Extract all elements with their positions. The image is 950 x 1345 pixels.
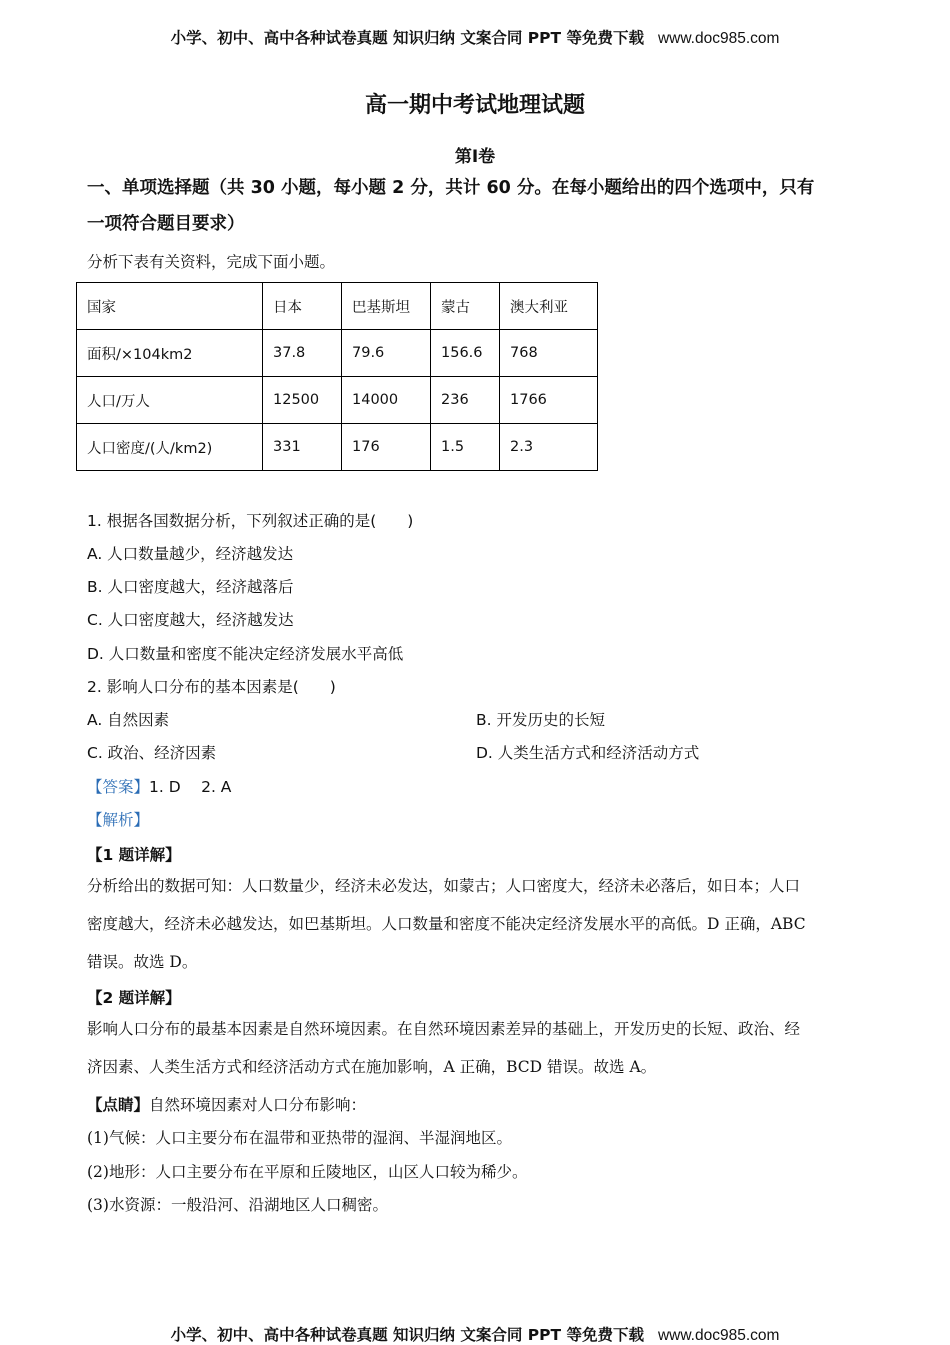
question-2-option-d: D. 人类生活方式和经济活动方式 <box>476 744 700 762</box>
detail-1-line: 密度越大，经济未必越发达，如巴基斯坦。人口数量和密度不能决定经济发展水平的高低。D 正确，ABC <box>87 915 806 933</box>
table-cell: 79.6 <box>342 330 431 377</box>
question-1-option-c: C. 人口密度越大，经济越发达 <box>87 611 294 629</box>
table-header-cell: 蒙古 <box>431 283 500 330</box>
table-header-cell: 国家 <box>77 283 263 330</box>
detail-2-line: 影响人口分布的最基本因素是自然环境因素。在自然环境因素差异的基础上，开发历史的长短、政治、经 <box>87 1020 801 1038</box>
table-header-row <box>77 283 598 330</box>
detail-1-label: 【1 题详解】 <box>87 846 181 864</box>
page-title: 高一期中考试地理试题 <box>364 93 585 118</box>
question-1-option-a: A. 人口数量越少，经济越发达 <box>87 545 294 563</box>
detail-1-paragraph <box>87 867 863 981</box>
tip-label: 【点睛】 <box>87 1096 150 1114</box>
table-row <box>77 330 598 377</box>
table-cell: 331 <box>263 424 342 471</box>
table-header-cell: 日本 <box>263 283 342 330</box>
question-2-option-a: A. 自然因素 <box>87 711 170 729</box>
header-banner-text: 小学、初中、高中各种试卷真题 知识归纳 文案合同 PPT 等免费下载 <box>170 29 644 47</box>
tip-item: (2)地形：人口主要分布在平原和丘陵地区，山区人口较为稀少。 <box>87 1163 528 1181</box>
table-cell: 236 <box>431 377 500 424</box>
table-cell: 12500 <box>263 377 342 424</box>
tip-item: (3)水资源：一般沿河、沿湖地区人口稠密。 <box>87 1196 388 1214</box>
table-cell: 37.8 <box>263 330 342 377</box>
table-cell: 176 <box>342 424 431 471</box>
table-header-cell: 澳大利亚 <box>500 283 598 330</box>
country-data-table <box>76 282 598 471</box>
table-cell: 面积/×104km2 <box>77 330 263 377</box>
volume-label: 第Ⅰ卷 <box>454 147 496 167</box>
question-1-stem: 1. 根据各国数据分析，下列叙述正确的是( ) <box>87 512 414 530</box>
question-1-option-b: B. 人口密度越大，经济越落后 <box>87 578 294 596</box>
question-2-stem: 2. 影响人口分布的基本因素是( ) <box>87 678 336 696</box>
footer-banner <box>0 1323 950 1345</box>
intro-text: 分析下表有关资料，完成下面小题。 <box>87 253 336 271</box>
table-row <box>77 377 598 424</box>
detail-1-line: 分析给出的数据可知：人口数量少，经济未必发达，如蒙古；人口密度大，经济未必落后，如日本；人口 <box>87 877 801 895</box>
detail-2-paragraph <box>87 1010 863 1086</box>
table-row <box>77 424 598 471</box>
table-cell: 1766 <box>500 377 598 424</box>
answer-line <box>87 775 231 797</box>
detail-2-line: 济因素、人类生活方式和经济活动方式在施加影响，A 正确，BCD 错误。故选 A。 <box>87 1058 657 1076</box>
section-heading-line1: 一、单项选择题（共 30 小题，每小题 2 分，共计 60 分。在每小题给出的四个选项中，只有 <box>87 178 815 198</box>
table-cell: 2.3 <box>500 424 598 471</box>
footer-url-link[interactable]: www.doc985.com <box>657 1327 780 1344</box>
table-cell: 156.6 <box>431 330 500 377</box>
header-url-link[interactable]: www.doc985.com <box>657 30 780 47</box>
table-cell: 人口密度/(人/km2) <box>77 424 263 471</box>
footer-banner-text: 小学、初中、高中各种试卷真题 知识归纳 文案合同 PPT 等免费下载 <box>170 1326 644 1344</box>
tip-text: 自然环境因素对人口分布影响： <box>149 1096 367 1114</box>
table-cell: 14000 <box>342 377 431 424</box>
table-cell: 人口/万人 <box>77 377 263 424</box>
tip-line <box>87 1093 366 1115</box>
question-2-option-b: B. 开发历史的长短 <box>476 711 605 729</box>
tip-item: (1)气候：人口主要分布在温带和亚热带的湿润、半湿润地区。 <box>87 1129 512 1147</box>
analysis-label: 【解析】 <box>87 811 150 829</box>
detail-2-label: 【2 题详解】 <box>87 989 181 1007</box>
table-header-cell: 巴基斯坦 <box>342 283 431 330</box>
answer-label: 【答案】 <box>87 778 150 796</box>
question-1-option-d: D. 人口数量和密度不能决定经济发展水平高低 <box>87 645 404 663</box>
answer-text: 1. D 2. A <box>149 778 232 796</box>
header-banner <box>0 26 950 48</box>
section-heading <box>87 170 867 242</box>
table-cell: 768 <box>500 330 598 377</box>
detail-1-line: 错误。故选 D。 <box>87 953 198 971</box>
section-heading-line2: 一项符合题目要求） <box>87 214 245 234</box>
question-2-option-c: C. 政治、经济因素 <box>87 744 217 762</box>
table-cell: 1.5 <box>431 424 500 471</box>
